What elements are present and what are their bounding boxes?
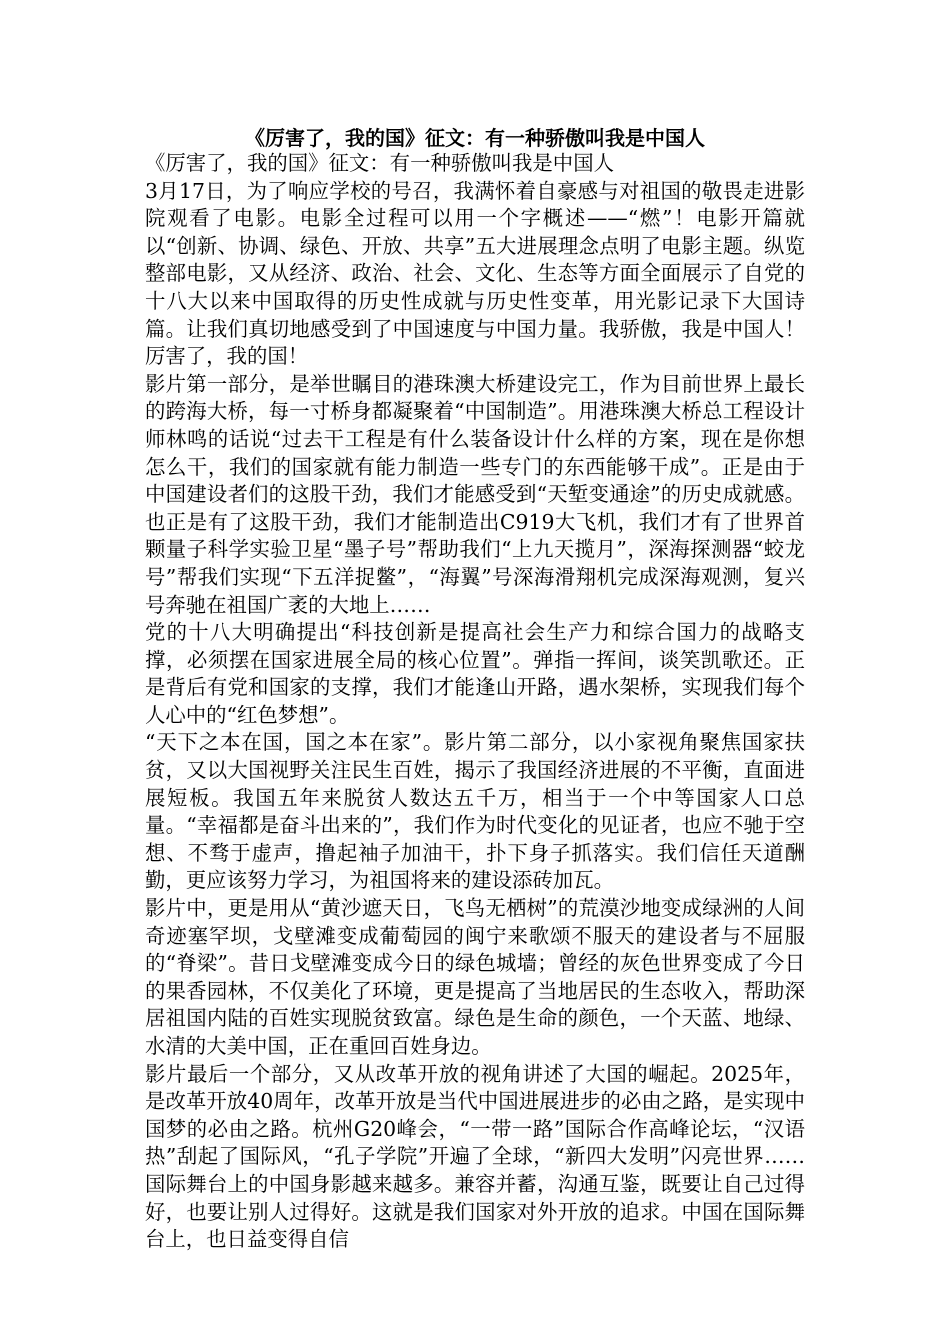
paragraph-innovation: 党的十八大明确提出“科技创新是提高社会生产力和综合国力的战略支撑，必须摆在国家进展全局的核心位置”。弹指一挥间，谈笑凯歌还。正是背后有党和国家的支撑，我们才能逢山开路，遇水架桥，实现我们每个人心中的“红色梦想”。 — [145, 620, 805, 727]
paragraph-reform: 影片最后一个部分，又从改革开放的视角讲述了大国的崛起。2025年，是改革开放40周年，改革开放是当代中国进展进步的必由之路，是实现中国梦的必由之路。杭州G20峰会，“一带一路”国际合作高峰论坛，“汉语热”刮起了国际风，“孔子学院”开遍了全球，“新四大发明”闪亮世界……国际舞台上的中国身影越来越多。兼容并蓄，沟通互鉴，既要让自己过得好，也要让别人过得好。这就是我们国家对外开放的追求。中国在国际舞台上，也日益变得自信 — [145, 1061, 805, 1252]
paragraph-ecology: 影片中，更是用从“黄沙遮天日，飞鸟无栖树”的荒漠沙地变成绿洲的人间奇迹塞罕坝，戈壁滩变成葡萄园的闽宁来歌颂不服天的建设者与不屈服的“脊梁”。昔日戈壁滩变成今日的绿色城墙；曾经的灰色世界变成了今日的果香园林，不仅美化了环境，更是提高了当地居民的生态收入，帮助深居祖国内陆的百姓实现脱贫致富。绿色是生命的颜色，一个天蓝、地绿、水清的大美中国，正在重回百姓身边。 — [145, 896, 805, 1058]
paragraph-subtitle: 《厉害了，我的国》征文：有一种骄傲叫我是中国人 — [145, 151, 614, 175]
paragraph-bridge: 影片第一部分，是举世瞩目的港珠澳大桥建设完工，作为目前世界上最长的跨海大桥，每一寸桥身都凝聚着“中国制造”。用港珠澳大桥总工程设计师林鸣的话说“过去干工程是有什么装备设计什么样的方案，现在是你想怎么干，我们的国家就有能力制造一些专门的东西能够干成”。正是由于中国建设者们的这股干劲，我们才能感受到“天堑变通途”的历史成就感。也正是有了这股干劲，我们才能制造出C919大飞机，我们才有了世界首颗量子科学实验卫星“墨子号”帮助我们“上九天揽月”，深海探测器“蛟龙号”帮我们实现“下五洋捉鳖”，“海翼”号深海滑翔机完成深海观测，复兴号奔驰在祖国广袤的大地上…… — [145, 371, 805, 617]
document-title: 《厉害了，我的国》征文：有一种骄傲叫我是中国人 — [245, 126, 705, 150]
paragraph-intro: 3月17日，为了响应学校的号召，我满怀着自豪感与对祖国的敬畏走进影院观看了电影。电影全过程可以用一个字概述——“燃”！电影开篇就以“创新、协调、绿色、开放、共享”五大进展理念点明了电影主题。纵览整部电影，又从经济、政治、社会、文化、生态等方面全面展示了自党的十八大以来中国取得的历史性成就与历史性变革，用光影记录下大国诗篇。让我们真切地感受到了中国速度与中国力量。我骄傲，我是中国人！厉害了，我的国！ — [145, 178, 805, 369]
document-page — [145, 126, 805, 1254]
paragraph-poverty: “天下之本在国，国之本在家”。影片第二部分，以小家视角聚焦国家扶贫，又以大国视野关注民生百姓，揭示了我国经济进展的不平衡，直面进展短板。我国五年来脱贫人数达五千万，相当于一个中等国家人口总量。“幸福都是奋斗出来的”，我们作为时代变化的见证者，也应不驰于空想、不骛于虚声，撸起袖子加油干，扑下身子抓落实。我们信任天道酬勤，更应该努力学习，为祖国将来的建设添砖加瓦。 — [145, 730, 805, 893]
